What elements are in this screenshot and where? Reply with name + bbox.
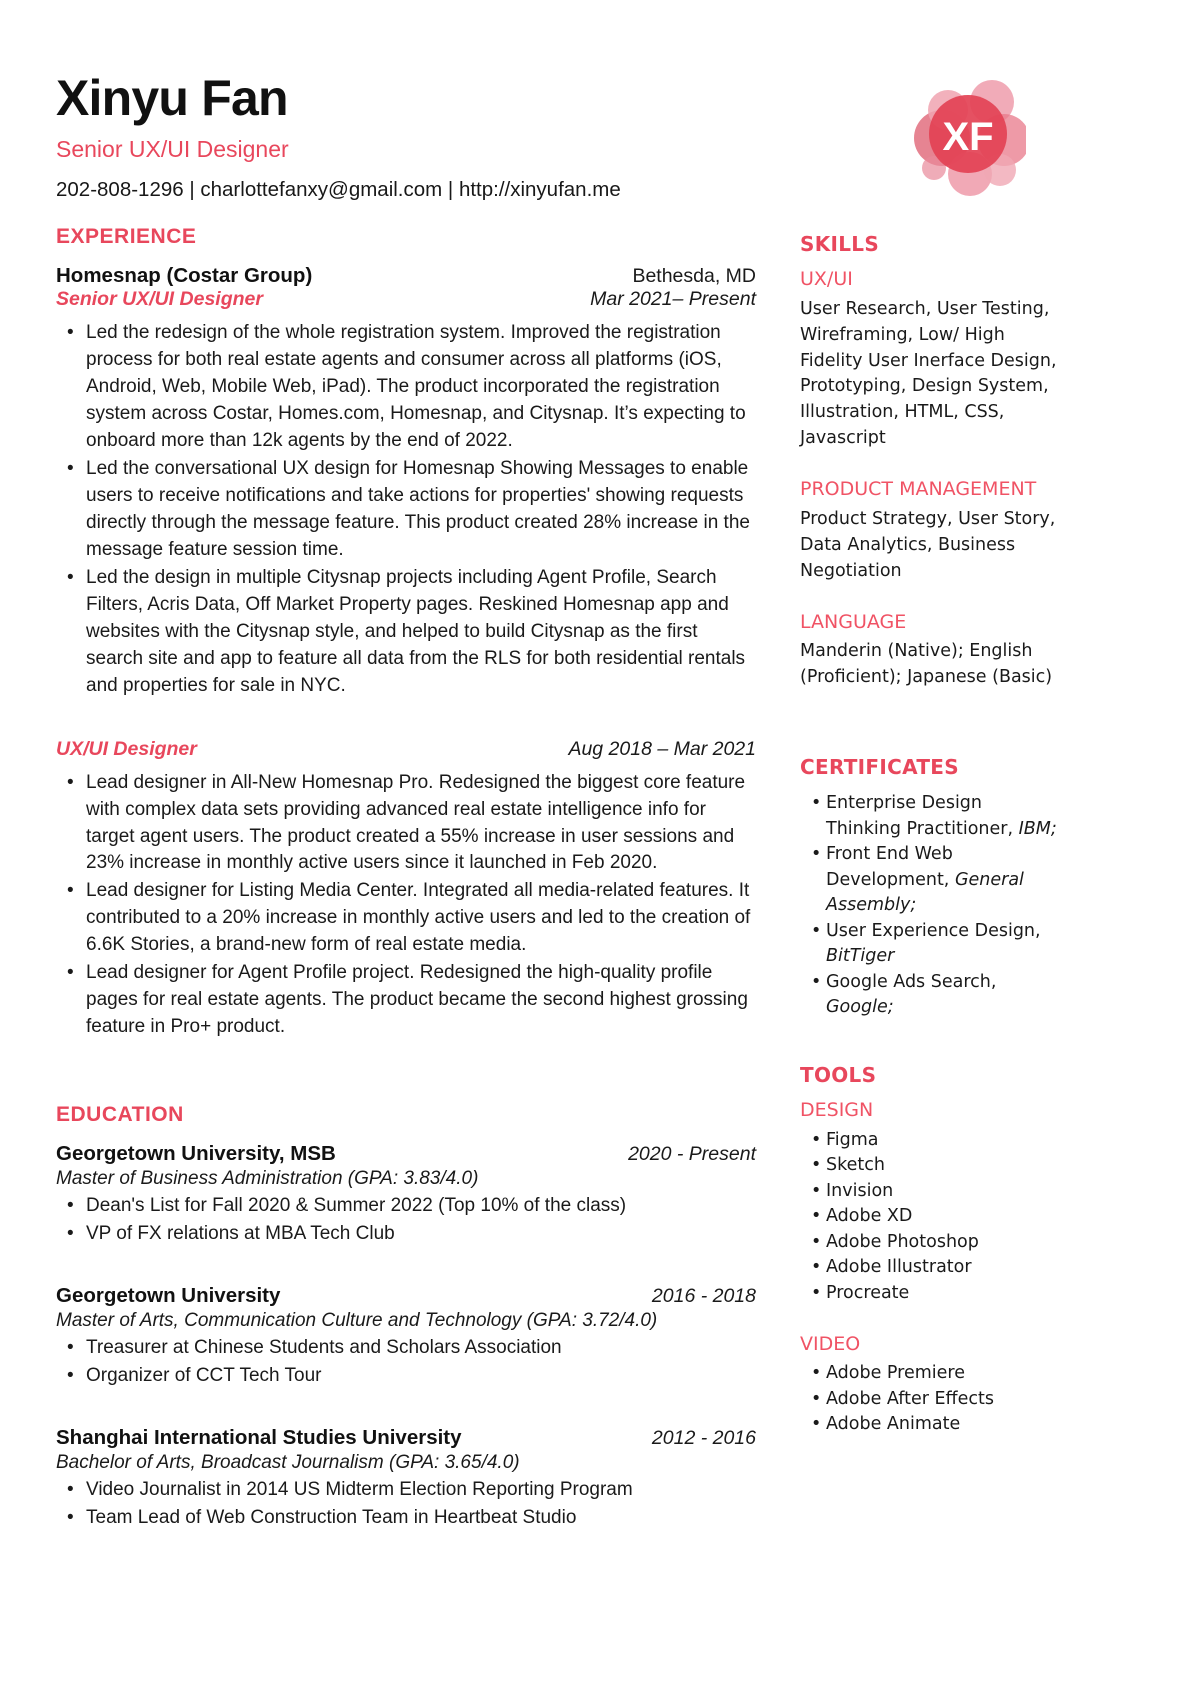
experience-heading: EXPERIENCE bbox=[56, 225, 197, 248]
skills-group-label: UX/UI bbox=[800, 268, 853, 290]
tools-group-label: VIDEO bbox=[800, 1332, 861, 1355]
job-bullet: • Led the redesign of the whole registration system. Improved the registration process for both real estate agents and consumer across all platforms (iOS, Android, Web, Mobile Web, iPad). The product incorporated the registration system across Costar, Homes.com, Homesnap, and Citysnap. It’s expecting to onboard more than 12k agents by the end of 2022. bbox=[84, 320, 756, 455]
tools-design-list bbox=[800, 1128, 1062, 1307]
list-item: • Invision bbox=[826, 1179, 1062, 1205]
skills-group-label: PRODUCT MANAGEMENT bbox=[800, 478, 1037, 501]
list-item bbox=[826, 842, 1062, 919]
education-bullet: • Organizer of CCT Tech Tour bbox=[84, 1363, 756, 1390]
education-school: Georgetown University, MSB bbox=[56, 1142, 336, 1166]
education-bullets bbox=[56, 1335, 756, 1390]
education-dates: 2012 - 2016 bbox=[651, 1427, 756, 1450]
logo-initials: XF bbox=[942, 115, 994, 159]
certificate-name: Enterprise Design Thinking Practitioner, bbox=[826, 793, 1014, 839]
skills-group-text: User Research, User Testing, Wireframing, Low/ High Fidelity User Inerface Design, Prototyping, Design System, Illustration, HTML, CSS, Javascript bbox=[800, 298, 1057, 449]
experience-item bbox=[56, 264, 756, 700]
job-bullet: • Led the design in multiple Citysnap projects including Agent Profile, Search Filters, Acris Data, Off Market Property pages. Reskined Homesnap app and websites with the Citysnap style, and helped to build Citysnap as the first search site and app to feature all data from the RLS for both residential rentals and properties for sale in NYC. bbox=[84, 565, 756, 700]
education-dates: 2016 - 2018 bbox=[651, 1285, 756, 1308]
list-item bbox=[826, 970, 1062, 1021]
education-bullet: • Video Journalist in 2014 US Midterm Election Reporting Program bbox=[84, 1477, 756, 1504]
job-role-row bbox=[56, 288, 756, 311]
education-heading: EDUCATION bbox=[56, 1103, 184, 1127]
job-bullet: • Led the conversational UX design for Homesnap Showing Messages to enable users to receive notifications and take actions for properties' showing requests directly through the message feature. This product created 28% increase in the message feature session time. bbox=[84, 456, 756, 564]
skills-heading: SKILLS bbox=[800, 232, 880, 256]
job-org-row bbox=[56, 264, 756, 288]
spacer bbox=[56, 1254, 756, 1284]
education-school-row bbox=[56, 1142, 756, 1166]
spacer bbox=[800, 1021, 1062, 1063]
education-bullets bbox=[56, 1477, 756, 1532]
contact-line: 202-808-1296 | charlottefanxy@gmail.com | http://xinyufan.me bbox=[56, 178, 621, 202]
spacer bbox=[56, 704, 756, 738]
education-degree: Bachelor of Arts, Broadcast Journalism (GPA: 3.65/4.0) bbox=[56, 1452, 520, 1474]
experience-item bbox=[56, 738, 756, 1042]
job-role-row bbox=[56, 738, 756, 761]
list-item bbox=[826, 919, 1062, 970]
job-dates: Aug 2018 – Mar 2021 bbox=[568, 737, 756, 760]
list-item: • Adobe Premiere bbox=[826, 1361, 1062, 1387]
tools-video-list bbox=[800, 1361, 1062, 1438]
education-bullets bbox=[56, 1193, 756, 1248]
job-bullet: • Lead designer for Agent Profile project. Redesigned the high-quality profile pages for real estate agents. The product became the second highest grossing feature in Pro+ product. bbox=[84, 960, 756, 1041]
certificate-name: User Experience Design, bbox=[826, 920, 1041, 941]
header-job-title: Senior UX/UI Designer bbox=[56, 135, 289, 162]
certificate-issuer: IBM; bbox=[1018, 818, 1057, 839]
skills-group-label: LANGUAGE bbox=[800, 610, 907, 633]
spacer bbox=[800, 713, 1062, 755]
education-dates: 2020 - Present bbox=[628, 1143, 756, 1166]
sidebar-column bbox=[800, 232, 1062, 1438]
job-role: UX/UI Designer bbox=[56, 737, 197, 760]
education-item bbox=[56, 1426, 756, 1532]
list-item: • Adobe Photoshop bbox=[826, 1230, 1062, 1256]
list-item: • Adobe Animate bbox=[826, 1412, 1062, 1438]
list-item: • Adobe After Effects bbox=[826, 1387, 1062, 1413]
education-degree: Master of Arts, Communication Culture and Technology (GPA: 3.72/4.0) bbox=[56, 1310, 658, 1332]
certificate-name: Front End Web Development, bbox=[826, 844, 953, 890]
job-organization: Homesnap (Costar Group) bbox=[56, 264, 313, 287]
tools-heading: TOOLS bbox=[800, 1062, 877, 1087]
education-bullet: • Treasurer at Chinese Students and Scholars Association bbox=[84, 1335, 756, 1362]
list-item: • Adobe XD bbox=[826, 1204, 1062, 1230]
job-dates: Mar 2021– Present bbox=[590, 288, 756, 310]
certificates-list bbox=[800, 791, 1062, 1021]
list-item: • Sketch bbox=[826, 1153, 1062, 1179]
education-degree: Master of Business Administration (GPA: 3.83/4.0) bbox=[56, 1168, 479, 1190]
main-column bbox=[56, 225, 756, 1538]
skills-group-text: Product Strategy, User Story, Data Analytics, Business Negotiation bbox=[800, 508, 1056, 581]
page-title: Xinyu Fan bbox=[56, 70, 288, 126]
spacer bbox=[56, 1045, 756, 1103]
certificate-issuer: Google; bbox=[826, 997, 894, 1018]
spacer bbox=[56, 1396, 756, 1426]
education-item bbox=[56, 1284, 756, 1390]
education-school: Shanghai International Studies University bbox=[56, 1426, 462, 1450]
education-bullet: • VP of FX relations at MBA Tech Club bbox=[84, 1221, 756, 1248]
job-bullets bbox=[56, 320, 756, 700]
monogram-logo bbox=[908, 78, 1026, 196]
tools-group-label: DESIGN bbox=[800, 1098, 874, 1121]
certificate-issuer: General Assembly; bbox=[826, 869, 1024, 916]
spacer bbox=[800, 1307, 1062, 1333]
education-school: Georgetown University bbox=[56, 1284, 281, 1308]
logo-icon bbox=[908, 78, 1026, 196]
certificates-heading: CERTIFICATES bbox=[800, 755, 959, 780]
list-item: • Figma bbox=[826, 1128, 1062, 1154]
job-location: Bethesda, MD bbox=[632, 265, 756, 287]
job-bullet: • Lead designer in All-New Homesnap Pro. Redesigned the biggest core feature with complex data sets providing advanced real estate intelligence info for target agent users. The product created a 55% increase in user sessions and 23% increase in monthly active users since it launched in Feb 2020. bbox=[84, 770, 756, 878]
job-role: Senior UX/UI Designer bbox=[56, 288, 263, 310]
resume-header bbox=[56, 72, 876, 204]
education-bullet: • Team Lead of Web Construction Team in Heartbeat Studio bbox=[84, 1505, 756, 1532]
education-item bbox=[56, 1142, 756, 1248]
job-bullet: • Lead designer for Listing Media Center. Integrated all media-related features. It contributed to a 20% increase in monthly active users and led to the creation of 6.6K Stories, a brand-new form of real estate media. bbox=[84, 878, 756, 959]
education-school-row bbox=[56, 1426, 756, 1450]
certificate-issuer: BitTiger bbox=[826, 946, 895, 967]
list-item: • Procreate bbox=[826, 1281, 1062, 1307]
education-school-row bbox=[56, 1284, 756, 1308]
education-bullet: • Dean's List for Fall 2020 & Summer 2022 (Top 10% of the class) bbox=[84, 1193, 756, 1220]
certificate-name: Google Ads Search, bbox=[826, 971, 997, 992]
list-item bbox=[826, 791, 1062, 842]
skills-group-text: Manderin (Native); English (Proficient); Japanese (Basic) bbox=[800, 641, 1053, 688]
job-bullets bbox=[56, 770, 756, 1042]
list-item: • Adobe Illustrator bbox=[826, 1255, 1062, 1281]
